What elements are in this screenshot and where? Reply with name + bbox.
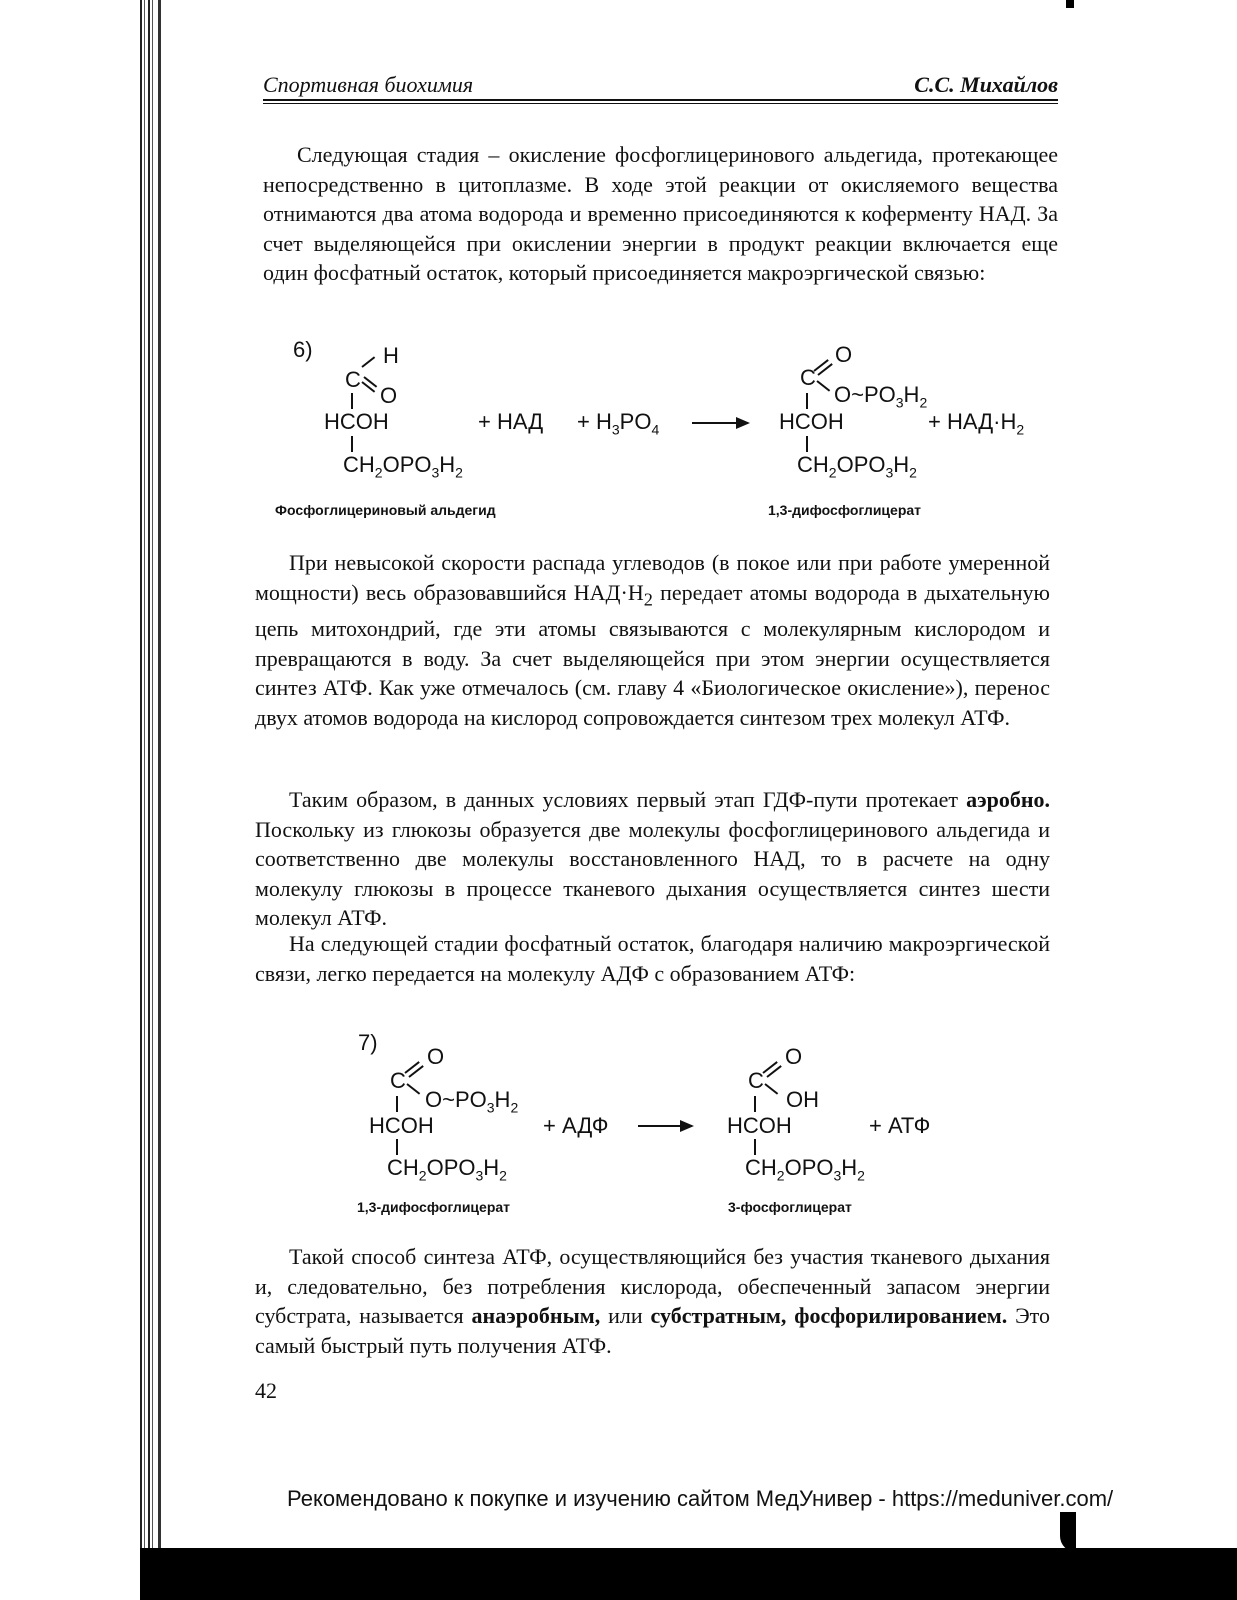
atom-label: HCOH — [727, 1113, 792, 1138]
atom-label: $CH_2OPO_3H_2$ — [745, 1155, 865, 1184]
atom-label: $O\sim PO_3H_2$ — [425, 1087, 519, 1116]
page-number: 42 — [255, 1378, 277, 1403]
bond-line — [406, 1083, 420, 1094]
header-rule — [263, 99, 1058, 101]
running-head — [263, 72, 1058, 100]
paragraph-oxidation-stage: Следующая стадия – окисление фосфоглицеринового альдегида, протекающее непосредственно в цитоплазме. В ходе этой реакции от окисляемого вещества отнимаются два атома водорода и временно присоединяются к коферменту НАД. За счет выделяющейся при окислении энергии в продукт реакции включается еще один фосфатный остаток, который присоединяется макроэргической связью: — [263, 142, 1058, 285]
bond-line — [351, 393, 353, 409]
product-nadh2: + $НАД\cdot H_2$ — [928, 409, 1025, 438]
atom-label: C — [390, 1068, 406, 1093]
reaction-number: 7) — [358, 1030, 378, 1055]
caption-3-phosphoglycerate: 3-фосфоглицерат — [728, 1199, 852, 1215]
book-spine-line — [158, 0, 161, 1600]
bond-line — [361, 356, 375, 367]
atom-label: C — [345, 367, 361, 392]
atom-label: HCOH — [779, 409, 844, 434]
atom-label: $CH_2OPO_3H_2$ — [343, 452, 463, 481]
atom-label: O — [427, 1044, 445, 1069]
product-atp: + АТФ — [869, 1113, 931, 1138]
caption-1-3-diphosphoglycerate: 1,3-дифосфоглицерат — [357, 1199, 511, 1215]
scan-page-curl — [1060, 1512, 1076, 1552]
reagent-adp: + АДФ — [543, 1113, 609, 1138]
bond-line — [396, 1139, 398, 1155]
bond-line — [754, 1096, 756, 1112]
reaction-number: 6) — [293, 337, 313, 362]
bond-line — [764, 1083, 778, 1094]
atom-label: $CH_2OPO_3H_2$ — [797, 452, 917, 481]
paragraph-aerobic-nadh: При невысокой скорости распада углеводов (в покое или при работе умеренной мощности) весь образовавшийся $НАД\cdot Н_2$ передает атомы водорода в дыхательную цепь митохондрий, где эти атомы связываются с молекулярным кислородом и превращаются в воду. За счет выделяющейся при этом энергии осуществляется синтез АТФ. Как уже отмечалось (см. главу 4 «Биологическое окисление»), перенос двух атомов водорода на кислород сопровождается синтезом трех молекул АТФ. — [255, 550, 1050, 730]
bond-line — [351, 436, 353, 452]
atom-label: $CH_2OPO_3H_2$ — [387, 1155, 507, 1184]
atom-label: OH — [786, 1087, 819, 1112]
atom-label: $O\sim PO_3H_2$ — [834, 382, 928, 411]
header-rule-thin — [263, 103, 1058, 104]
bond-line — [816, 380, 830, 391]
atom-label: H — [383, 343, 399, 368]
paragraph-gdf-path: Таким образом, в данных условиях первый этап ГДФ-пути протекает аэробно. Поскольку из глюкозы образуется две молекулы фосфоглицеринового альдегида и соответственно две молекулы восстановленного НАД, то в расчете на одну молекулу глюкозы в процессе тканевого дыхания осуществляется синтез шести молекул АТФ. — [255, 787, 1050, 930]
reaction-arrow — [638, 1125, 692, 1127]
atom-label: HCOH — [369, 1113, 434, 1138]
reagent-nad: + НАД — [478, 409, 544, 434]
atom-label: O — [785, 1044, 803, 1069]
atom-label: C — [800, 365, 816, 390]
caption-phosphoglyceraldehyde: Фосфоглицериновый альдегид — [275, 502, 496, 518]
bond-line — [806, 393, 808, 409]
bond-line — [806, 436, 808, 452]
atom-label: O — [380, 383, 398, 408]
scan-corner-mark — [1066, 0, 1074, 8]
atom-label: C — [748, 1068, 764, 1093]
paragraph-next-stage: На следующей стадии фосфатный остаток, благодаря наличию макроэргической связи, легко передается на молекулу АДФ с образованием АТФ: — [255, 931, 1050, 986]
bond-line — [754, 1139, 756, 1155]
scan-bottom-edge — [140, 1548, 1237, 1600]
footer-promo-text: Рекомендовано к покупке и изучению сайтом МедУнивер - https://meduniver.com/ — [287, 1486, 1114, 1511]
reagent-phosphoric-acid: + $H_3PO_4$ — [577, 409, 660, 438]
reaction-arrow — [692, 422, 748, 424]
paragraph-substrate-phosphorylation: Такой способ синтеза АТФ, осуществляющийся без участия тканевого дыхания и, следовательно, без потребления кислорода, обеспеченный запасом энергии субстрата, называется анаэробным, или субстратным, фосфорилированием. Это самый быстрый путь получения АТФ. — [255, 1244, 1050, 1358]
atom-label: HCOH — [324, 409, 389, 434]
bond-line — [396, 1096, 398, 1112]
book-spine-scan-edge — [140, 0, 156, 1600]
atom-label: O — [835, 342, 853, 367]
author-name: С.С. Михайлов — [914, 72, 1058, 97]
caption-1-3-diphosphoglycerate: 1,3-дифосфоглицерат — [768, 502, 922, 518]
book-title: Спортивная биохимия — [263, 72, 474, 97]
